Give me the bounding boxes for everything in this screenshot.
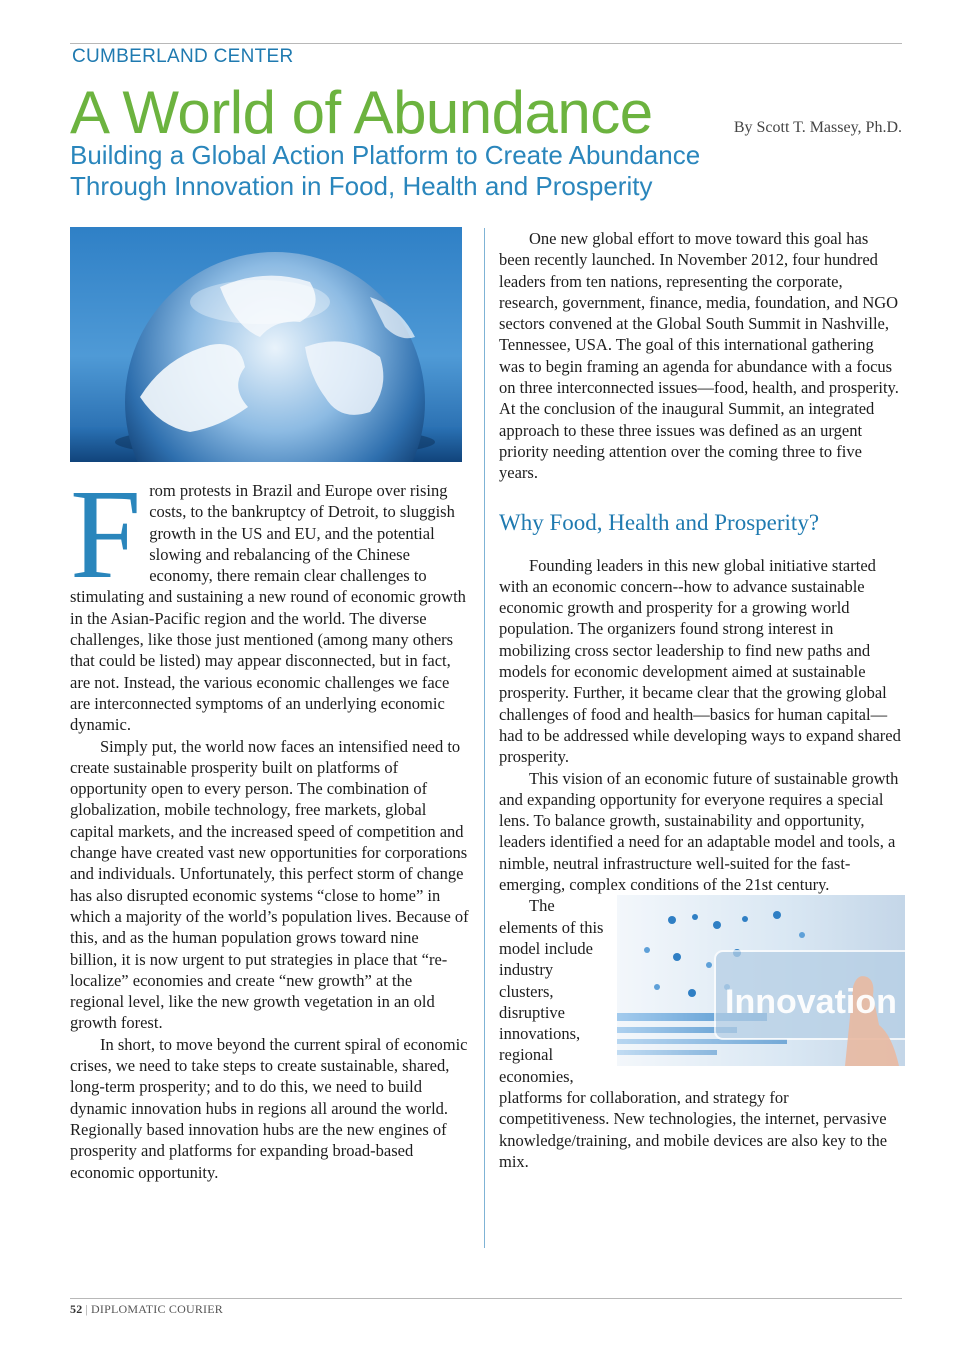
drop-cap: F [70, 463, 142, 605]
subtitle-line-2: Through Innovation in Food, Health and Prosperity [70, 171, 653, 201]
footer-separator: | [85, 1302, 89, 1316]
innovation-image-label: Innovation [725, 983, 897, 1022]
article-subtitle [70, 140, 830, 202]
right-paragraph-3-text: This vision of an economic future of sustainable growth and expanding opportunity for everyone requires a special lens. To balance growth, sustainability and opportunity, leaders identified a need for an adaptable model and tools, a nimble, neutral infrastructure well-suited for the fast-emerging, complex conditions of the 21st century. [499, 768, 899, 895]
section-heading: Why Food, Health and Prosperity? [499, 509, 820, 535]
column-divider [484, 228, 485, 1248]
article-title: A World of Abundance [70, 79, 653, 146]
right-paragraph-4: The elements of this model include industry clusters, disruptive innovations, regional economies, platforms for collaboration, and strategy for competitiveness. New technologies, the internet, pervasive knowledge/training, and mobile devices are also key to the mix. [499, 896, 888, 1171]
subtitle-line-1: Building a Global Action Platform to Create Abundance [70, 140, 701, 170]
right-column [499, 228, 903, 1172]
page-footer [70, 1302, 223, 1317]
globe-image [70, 227, 462, 462]
bottom-rule [70, 1298, 902, 1299]
section-label: CUMBERLAND CENTER [72, 46, 294, 67]
left-paragraph-1 [70, 463, 470, 736]
right-paragraph-2: Founding leaders in this new global initiative started with an economic concern--how to advance sustainable economic growth and prosperity for a growing world population. The organizers found strong interest in mobilizing cross sector leadership to find new paths and models for economic development aimed at sustainable prosperity. Further, it became clear that the growing global challenges of food and health—basics for human capital—had to be addressed while developing ways to expand shared prosperity. [499, 555, 901, 767]
left-paragraph-1-text: rom protests in Brazil and Europe over rising costs, to the bankruptcy of Detroit, to sluggish growth in the US and EU, and the potential slowing and rebalancing of the Chinese economy, there remain clear challenges to stimulating and sustaining a new round of economic growth in the Asian-Pacific region and the world. The diverse challenges, like those just mentioned (among many others that could be listed) may appear disconnected, but in fact, are not. Instead, the various economic challenges we face are interconnected symptoms of an underlying economic dynamic. [70, 481, 466, 735]
left-column [70, 463, 470, 1183]
top-rule [70, 43, 902, 44]
publication-name: DIPLOMATIC COURIER [91, 1302, 223, 1316]
left-paragraph-2: Simply put, the world now faces an intensified need to create sustainable prosperity built on platforms of opportunity open to every person. The combination of globalization, mobile technology, free markets, global capital markets, and the increased speed of competition and change have created vast new opportunities for corporations and individuals. Unfortunately, this perfect storm of change has also disrupted economic systems “close to home” in which a majority of the world’s population lives. Because of this, and as the human population grows toward nine billion, it is now urgent to put strategies in place that “re-localize” economies and create “new growth” at the regional level, like the new growth vegetation in an old growth forest. [70, 736, 469, 1033]
right-paragraph-3 [499, 768, 903, 1022]
innovation-image [617, 895, 905, 1066]
left-paragraph-3: In short, to move beyond the current spiral of economic crises, we need to take steps to create sustainable, shared, long-term prosperity; and to do this, we need to build dynamic innovation hubs in regions all around the world. Regionally based innovation hubs are the new engines of prosperity and platforms for expanding broad-based economic opportunity. [70, 1034, 468, 1182]
byline: By Scott T. Massey, Ph.D. [733, 119, 902, 136]
right-paragraph-1: One new global effort to move toward this goal has been recently launched. In November 2012, four hundred leaders from ten nations, representing the corporate, research, government, finance, media, foundation, and NGO sectors convened at the Global South Summit in Nashville, Tennessee, USA. The goal of this international gathering was to begin framing an agenda for abundance with a focus on three interconnected issues—food, health, and prosperity. At the conclusion of the inaugural Summit, an integrated approach to these three issues was defined as an urgent priority needing attention over the coming three to five years. [499, 229, 899, 483]
page-number: 52 [70, 1302, 83, 1316]
